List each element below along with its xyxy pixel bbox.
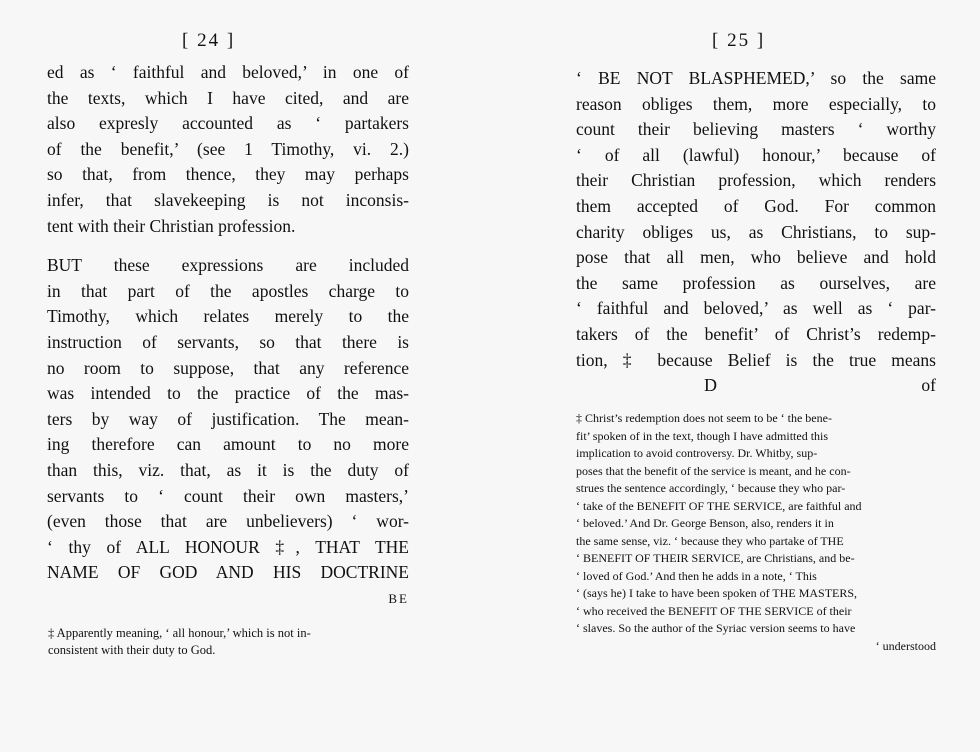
paragraph-gap: [47, 239, 409, 253]
footnote-line: the same sense, viz. ‘ because they who partake of THE: [576, 533, 844, 548]
right-page-body: [576, 66, 936, 397]
footnote-line: ‘ take of the BENEFIT OF THE SERVICE, are faithful and: [576, 498, 862, 513]
text-line: ing therefore can amount to no more: [47, 434, 409, 455]
text-line: was intended to the practice of the mas-: [47, 383, 409, 404]
text-line: infer, that slavekeeping is not inconsis-: [47, 189, 409, 210]
right-page-number: [ 25 ]: [712, 30, 766, 51]
text-line: reason obliges them, more especially, to: [576, 93, 936, 114]
text-line: NAME OF GOD AND HIS DOCTRINE: [47, 562, 409, 583]
footnote-line: ‘ loved of God.’ And then he adds in a note, ‘ This: [576, 568, 817, 583]
footnote-line: ‡ Apparently meaning, ‘ all honour,’ which is not in-: [48, 626, 311, 640]
footnote-line: fit’ spoken of in the text, though I have admitted this: [576, 428, 829, 443]
signature-row: [576, 373, 936, 397]
signature-mark: D: [704, 375, 717, 396]
text-line: in that part of the apostles charge to: [47, 280, 409, 301]
text-line: count their believing masters ‘ worthy: [576, 119, 936, 140]
right-footnote: [576, 410, 936, 655]
text-line: so that, from thence, they may perhaps: [47, 164, 409, 185]
left-footnote: [48, 625, 420, 659]
catchword: of: [921, 375, 936, 396]
text-line: the texts, which I have cited, and are: [47, 87, 409, 108]
text-line: the same profession as ourselves, are: [576, 272, 936, 293]
text-line: ‘ thy of ALL HONOUR ‡, THAT THE: [47, 536, 409, 557]
text-line: ‘ BE NOT BLASPHEMED,’ so the same: [576, 68, 936, 88]
text-line: BUT these expressions are included: [47, 255, 409, 276]
footnote-line: ‡ Christ’s redemption does not seem to be ‘ the bene-: [576, 411, 832, 425]
text-line: (even those that are unbelievers) ‘ wor-: [47, 511, 409, 532]
text-line: servants to ‘ count their own masters,’: [47, 485, 409, 506]
catchword: BE: [388, 590, 409, 606]
footnote-line: poses that the benefit of the service is meant, and he con-: [576, 463, 851, 478]
text-line: tion, ‡ because Belief is the true means: [576, 349, 936, 370]
text-line: tent with their Christian profession.: [47, 215, 296, 236]
footnote-line: ‘ BENEFIT OF THEIR SERVICE, are Christians, and be-: [576, 551, 855, 565]
text-line: ‘ faithful and beloved,’ as well as ‘ par-: [576, 298, 936, 319]
text-line: no room to suppose, that any reference: [47, 357, 409, 378]
right-page: [490, 0, 980, 752]
text-line: their Christian profession, which renders: [576, 170, 936, 191]
text-line: them accepted of God. For common: [576, 195, 936, 216]
text-line: of the benefit,’ (see 1 Timothy, vi. 2.): [47, 138, 409, 159]
text-line: ters by way of justification. The mean-: [47, 408, 409, 429]
text-line: instruction of servants, so that there is: [47, 331, 409, 352]
text-line: ‘ of all (lawful) honour,’ because of: [576, 144, 936, 165]
footnote-line: ‘ who received the BENEFIT OF THE SERVICE of their: [576, 603, 852, 618]
footnote-line: implication to avoid controversy. Dr. Whitby, sup-: [576, 446, 818, 460]
footnote-line: ‘ understood: [875, 638, 936, 653]
text-line: pose that all men, who believe and hold: [576, 247, 936, 268]
left-page-number: [ 24 ]: [182, 30, 236, 51]
footnote-line: consistent with their duty to God.: [48, 643, 216, 657]
text-line: than this, viz. that, as it is the duty of: [47, 459, 409, 480]
text-line: Timothy, which relates merely to the: [47, 306, 409, 327]
text-line: charity obliges us, as Christians, to sup-: [576, 221, 936, 242]
footnote-line: strues the sentence accordingly, ‘ because they who par-: [576, 481, 846, 495]
text-line: ed as ‘ faithful and beloved,’ in one of: [47, 62, 409, 82]
left-page-body: [47, 60, 409, 611]
text-line: also expresly accounted as ‘ partakers: [47, 113, 409, 134]
footnote-line: ‘ beloved.’ And Dr. George Benson, also, renders it in: [576, 516, 834, 530]
footnote-line: ‘ slaves. So the author of the Syriac version seems to have: [576, 621, 856, 635]
text-line: takers of the benefit’ of Christ’s redemp-: [576, 323, 936, 344]
footnote-line: ‘ (says he) I take to have been spoken of THE MASTERS,: [576, 586, 858, 600]
